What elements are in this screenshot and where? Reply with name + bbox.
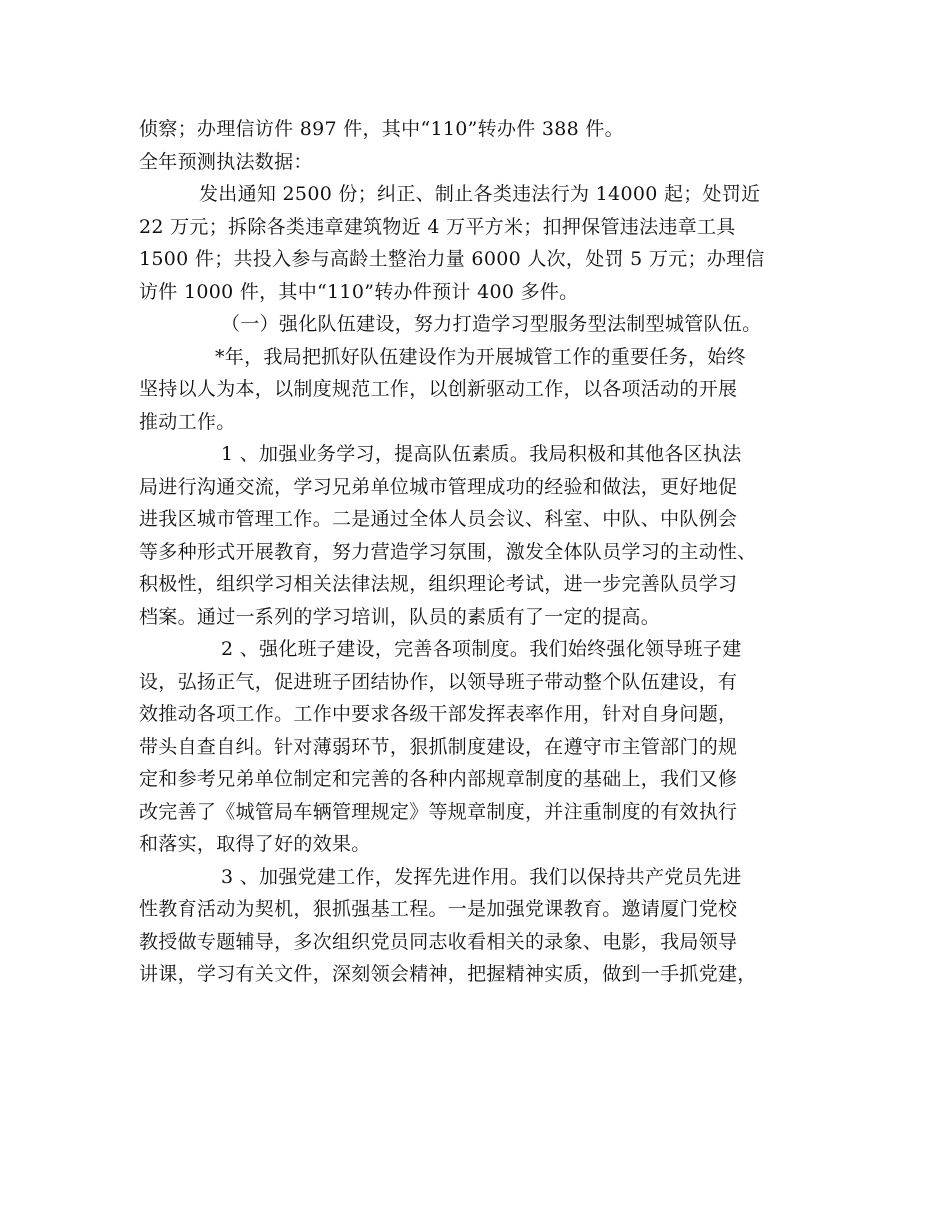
section-heading: （一）强化队伍建设，努力打造学习型服务型法制型城管队伍。 [221,313,762,335]
text-line: 档案。通过一系列的学习培训，队员的素质有了一定的提高。 [139,605,661,628]
text-line: *年，我局把抓好队伍建设作为开展城管工作的重要任务，始终 [215,345,746,368]
subsection-heading: 1 、加强业务学习，提高队伍素质。我局积极和其他各区执法 [221,443,742,465]
document-body [139,113,829,991]
text-line: 积极性，组织学习相关法律法规，组织理论考试，进一步完善队员学习 [139,573,738,595]
text-line: 22 万元；拆除各类违章建筑物近 4 万平方米；扣押保管违法违章工具 [139,215,736,238]
subsection-heading: 2 、强化班子建设，完善各项制度。我们始终强化领导班子建 [221,638,742,660]
text-line: 和落实，取得了好的效果。 [139,833,371,855]
text-line: 访件 1000 件，其中“110”转办件预计 400 多件。 [139,280,579,303]
text-line: 性教育活动为契机，狠抓强基工程。一是加强党课教育。邀请厦门党校 [139,898,738,920]
text-line: 效推动各项工作。工作中要求各级干部发挥表率作用，针对自身问题， [139,703,738,725]
text-line: 坚持以人为本，以制度规范工作，以创新驱动工作，以各项活动的开展 [139,378,738,400]
text-line: 等多种形式开展教育，努力营造学习氛围，激发全体队员学习的主动性、 [139,540,757,563]
subsection-heading: 3 、加强党建工作，发挥先进作用。我们以保持共产党员先进 [221,865,742,888]
text-line: 1500 件；共投入参与高龄土整治力量 6000 人次，处罚 5 万元；办理信 [139,248,765,270]
text-line: 定和参考兄弟单位制定和完善的各种内部规章制度的基础上，我们又修 [139,768,738,790]
text-line: 教授做专题辅导，多次组织党员同志收看相关的录象、电影，我局领导 [139,930,738,953]
text-line: 侦察；办理信访件 897 件，其中“110”转办件 388 件。 [139,118,624,140]
text-line: 设，弘扬正气，促进班子团结协作，以领导班子带动整个队伍建设，有 [139,670,738,693]
text-line: 局进行沟通交流，学习兄弟单位城市管理成功的经验和做法，更好地促 [139,475,738,498]
text-line: 带头自查自纠。针对薄弱环节，狠抓制度建设，在遵守市主管部门的规 [139,735,738,758]
text-line: 讲课，学习有关文件，深刻领会精神，把握精神实质，做到一手抓党建， [139,963,757,985]
text-line: 发出通知 2500 份；纠正、制止各类违法行为 14000 起；处罚近 [199,183,761,205]
text-line: 改完善了《城管局车辆管理规定》等规章制度，并注重制度的有效执行 [139,800,738,823]
text-line: 推动工作。 [139,410,236,433]
text-line: 进我区城市管理工作。二是通过全体人员会议、科室、中队、中队例会 [139,508,738,530]
text-line: 全年预测执法数据： [139,150,313,173]
